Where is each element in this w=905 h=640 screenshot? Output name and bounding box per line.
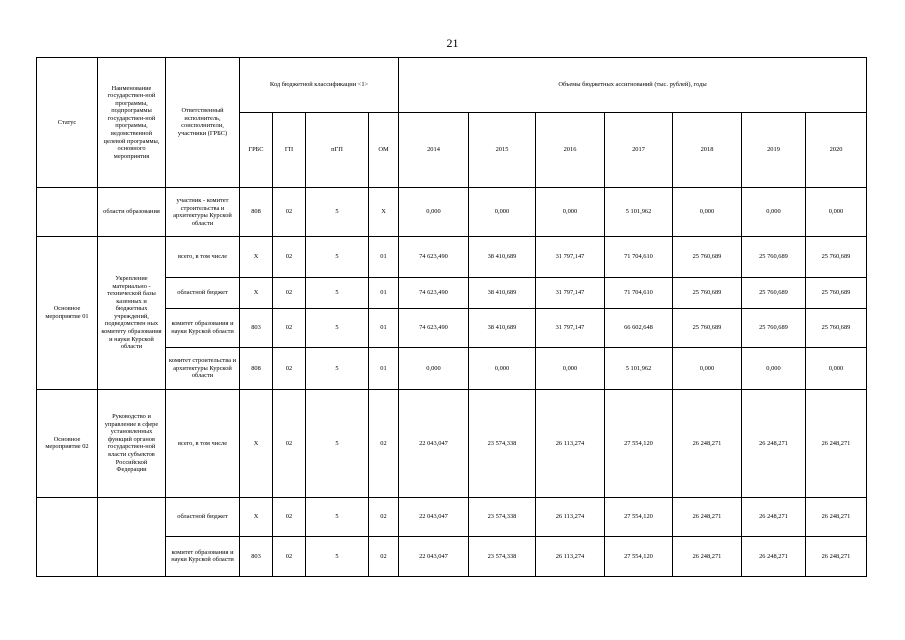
row-grbs: X: [240, 237, 273, 277]
row-value: 5 101,962: [605, 348, 673, 389]
row-value: 23 574,338: [469, 536, 536, 576]
row-value: 66 602,648: [605, 308, 673, 347]
row-name: Руководство и управление в сфере установленных функций органов государствен-ной власти субъектов Российской Федерации: [98, 389, 166, 498]
header-executor: Ответственный исполнитель, соисполнители, участники (ГРБС): [166, 58, 240, 188]
header-year: 2014: [399, 113, 469, 188]
row-value: 27 554,120: [605, 536, 673, 576]
row-value: 0,000: [536, 348, 605, 389]
header-year: 2015: [469, 113, 536, 188]
header-year: 2017: [605, 113, 673, 188]
row-pgp: 5: [306, 277, 369, 308]
row-status: Основное мероприятие 02: [37, 389, 98, 498]
row-value: 74 623,490: [399, 277, 469, 308]
header-name: Наименование государствен-ной программы, подпрограммы государствен-ной программы, ведомственной целевой программы, основного мероприятия: [98, 58, 166, 188]
row-gp: 02: [273, 277, 306, 308]
row-value: 0,000: [806, 348, 867, 389]
page-number: 21: [446, 36, 459, 50]
row-grbs: X: [240, 389, 273, 498]
row-value: 25 760,689: [673, 277, 742, 308]
header-om: ОМ: [369, 113, 399, 188]
row-value: 31 797,147: [536, 277, 605, 308]
row-value: 26 248,271: [673, 389, 742, 498]
row-om: 02: [369, 498, 399, 536]
row-om: 01: [369, 348, 399, 389]
row-value: 25 760,689: [742, 308, 806, 347]
row-value: 23 574,338: [469, 389, 536, 498]
row-value: 26 248,271: [806, 389, 867, 498]
row-om: 01: [369, 277, 399, 308]
header-year: 2016: [536, 113, 605, 188]
row-executor: участник - комитет строительства и архитектуры Курской области: [166, 187, 240, 236]
row-gp: 02: [273, 498, 306, 536]
row-value: 0,000: [399, 348, 469, 389]
row-status: Основное мероприятие 01: [37, 237, 98, 389]
row-value: 0,000: [536, 187, 605, 236]
row-executor: всего, в том числе: [166, 237, 240, 277]
row-value: 38 410,689: [469, 277, 536, 308]
table-row: [37, 498, 867, 536]
row-value: 0,000: [469, 348, 536, 389]
row-name: [98, 498, 166, 577]
row-executor: всего, в том числе: [166, 389, 240, 498]
row-value: 25 760,689: [673, 237, 742, 277]
row-status: [37, 187, 98, 236]
row-pgp: 5: [306, 348, 369, 389]
row-gp: 02: [273, 348, 306, 389]
row-gp: 02: [273, 536, 306, 576]
row-value: 25 760,689: [806, 237, 867, 277]
row-value: 0,000: [806, 187, 867, 236]
row-value: 0,000: [742, 187, 806, 236]
row-value: 27 554,120: [605, 389, 673, 498]
row-om: X: [369, 187, 399, 236]
row-pgp: 5: [306, 308, 369, 347]
row-gp: 02: [273, 187, 306, 236]
row-value: 26 113,274: [536, 536, 605, 576]
header-pgp: пГП: [306, 113, 369, 188]
header-row-1: [37, 58, 867, 113]
header-year: 2019: [742, 113, 806, 188]
header-year: 2018: [673, 113, 742, 188]
row-value: 23 574,338: [469, 498, 536, 536]
row-value: 38 410,689: [469, 237, 536, 277]
row-value: 26 248,271: [742, 389, 806, 498]
row-pgp: 5: [306, 498, 369, 536]
row-value: 31 797,147: [536, 237, 605, 277]
row-value: 25 760,689: [806, 308, 867, 347]
row-value: 38 410,689: [469, 308, 536, 347]
header-status: Статус: [37, 58, 98, 188]
row-executor: областной бюджет: [166, 277, 240, 308]
row-value: 71 704,610: [605, 237, 673, 277]
row-value: 71 704,610: [605, 277, 673, 308]
row-value: 0,000: [673, 348, 742, 389]
header-kbk: Код бюджетной классификации <1>: [240, 58, 399, 113]
row-om: 02: [369, 389, 399, 498]
header-volumes: Объемы бюджетных ассигнований (тыс. рублей), годы: [399, 58, 867, 113]
row-status: [37, 498, 98, 577]
row-value: 22 043,047: [399, 536, 469, 576]
row-value: 26 248,271: [806, 536, 867, 576]
row-value: 26 113,274: [536, 498, 605, 536]
row-gp: 02: [273, 237, 306, 277]
row-value: 31 797,147: [536, 308, 605, 347]
table-row: [37, 187, 867, 236]
row-grbs: 803: [240, 308, 273, 347]
budget-table: [36, 57, 867, 577]
row-value: 0,000: [742, 348, 806, 389]
row-name: области образования: [98, 187, 166, 236]
row-om: 02: [369, 536, 399, 576]
row-om: 01: [369, 308, 399, 347]
row-pgp: 5: [306, 187, 369, 236]
table-row: [37, 389, 867, 498]
row-value: 74 623,490: [399, 308, 469, 347]
row-executor: комитет строительства и архитектуры Курской области: [166, 348, 240, 389]
header-grbs: ГРБС: [240, 113, 273, 188]
row-value: 25 760,689: [742, 277, 806, 308]
row-value: 0,000: [469, 187, 536, 236]
row-grbs: 808: [240, 348, 273, 389]
row-gp: 02: [273, 389, 306, 498]
row-value: 74 623,490: [399, 237, 469, 277]
row-pgp: 5: [306, 536, 369, 576]
row-value: 25 760,689: [742, 237, 806, 277]
table-row: [37, 237, 867, 277]
row-pgp: 5: [306, 389, 369, 498]
row-value: 25 760,689: [806, 277, 867, 308]
row-value: 5 101,962: [605, 187, 673, 236]
row-value: 0,000: [673, 187, 742, 236]
row-value: 22 043,047: [399, 498, 469, 536]
row-name: Укрепление материально - технической базы казенных и бюджетных учреждений, подведомствен ных комитету образования и науки Курской области: [98, 237, 166, 389]
row-value: 25 760,689: [673, 308, 742, 347]
row-value: 26 248,271: [673, 498, 742, 536]
row-executor: комитет образования и науки Курской области: [166, 308, 240, 347]
row-value: 26 248,271: [742, 536, 806, 576]
row-value: 26 113,274: [536, 389, 605, 498]
header-year: 2020: [806, 113, 867, 188]
row-om: 01: [369, 237, 399, 277]
row-gp: 02: [273, 308, 306, 347]
row-pgp: 5: [306, 237, 369, 277]
row-grbs: 803: [240, 536, 273, 576]
row-value: 26 248,271: [742, 498, 806, 536]
row-grbs: X: [240, 498, 273, 536]
row-executor: комитет образования и науки Курской области: [166, 536, 240, 576]
row-value: 27 554,120: [605, 498, 673, 536]
row-value: 26 248,271: [673, 536, 742, 576]
row-grbs: X: [240, 277, 273, 308]
row-value: 22 043,047: [399, 389, 469, 498]
row-value: 26 248,271: [806, 498, 867, 536]
row-executor: областной бюджет: [166, 498, 240, 536]
row-value: 0,000: [399, 187, 469, 236]
header-gp: ГП: [273, 113, 306, 188]
row-grbs: 808: [240, 187, 273, 236]
